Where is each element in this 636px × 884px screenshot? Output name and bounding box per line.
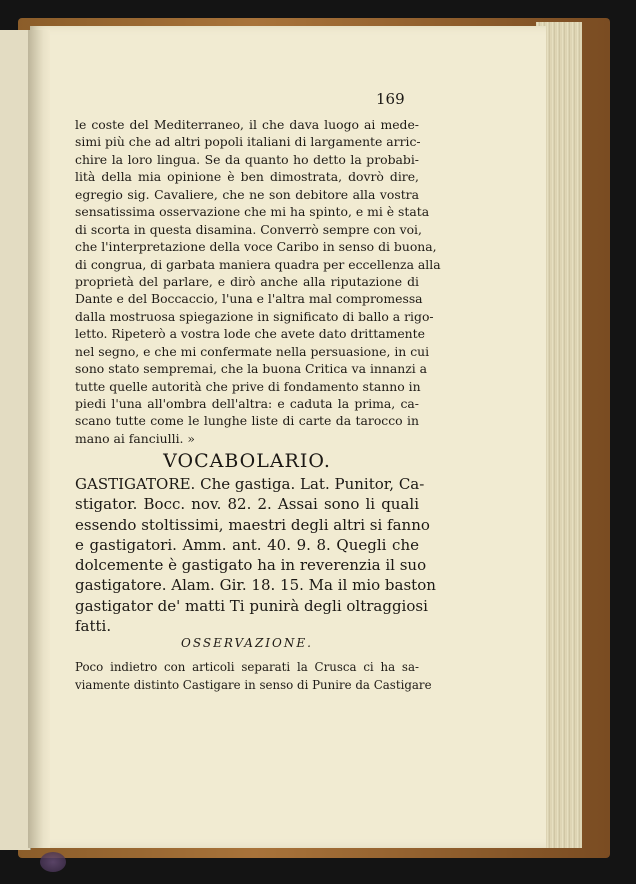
body-line: letto. Ripeterò a vostra lode che avete dato drittamente — [75, 326, 425, 342]
body-line: scano tutte come le lunghe liste di carte da tarocco in — [75, 413, 419, 429]
body-line: egregio sig. Cavaliere, che ne son debitore alla vostra — [75, 186, 419, 202]
observation-line: Poco indietro con articoli separati la Crusca ci ha sa- — [75, 660, 419, 674]
body-line: sensatissima osservazione che mi ha spinto, e mi è stata — [75, 204, 430, 220]
section-heading: VOCABOLARIO. — [163, 450, 331, 472]
body-line: proprietà del parlare, e dirò anche alla riputazione di — [75, 273, 419, 289]
body-line: mano ai fanciulli. » — [75, 430, 195, 446]
entry-line: gastigator de' matti Ti punirà degli oltraggiosi — [75, 596, 428, 615]
body-line: chire la loro lingua. Se da quanto ho detto la probabi- — [75, 151, 419, 167]
observation-text — [75, 659, 432, 694]
body-line: tutte quelle autorità che prive di fondamento stanno in — [75, 378, 421, 394]
body-line: nel segno, e che mi confermate nella persuasione, in cui — [75, 343, 430, 359]
body-line: le coste del Mediterraneo, il che dava luogo ai mede- — [75, 117, 419, 132]
body-line: di scorta in questa disamina. Converrò sempre con voi, — [75, 221, 422, 237]
dictionary-entry — [75, 474, 436, 636]
body-text — [75, 116, 441, 447]
entry-line: e gastigatori. Amm. ant. 40. 9. 8. Quegli che — [75, 535, 419, 554]
body-line: simi più che ad altri popoli italiani di largamente arric- — [75, 134, 421, 150]
body-line: piedi l'una all'ombra dell'altra: e caduta la prima, ca- — [75, 396, 419, 411]
observation-line: viamente distinto Castigare in senso di Punire da Castigare — [75, 677, 432, 692]
body-line: di congrua, di garbata maniera quadra per eccellenza alla — [75, 256, 441, 272]
body-line: lità della mia opinione è ben dimostrata, dovrò dire, — [75, 169, 419, 185]
entry-line: GASTIGATORE. Che gastiga. Lat. Punitor, Ca- — [75, 475, 425, 493]
entry-line: dolcemente è gastigato ha in reverenzia il suo — [75, 556, 427, 575]
left-page-edge — [0, 30, 31, 850]
page-number: 169 — [376, 90, 405, 108]
body-line: dalla mostruosa spiegazione in significato di ballo a rigo- — [75, 308, 434, 324]
entry-line: essendo stoltissimi, maestri degli altri si fanno — [75, 515, 430, 534]
book-gutter — [28, 30, 50, 848]
body-line: Dante e del Boccaccio, l'una e l'altra mal compromessa — [75, 291, 423, 307]
entry-line: fatti. — [75, 617, 112, 636]
body-line: sono stato sempremai, che la buona Critica va innanzi a — [75, 361, 428, 377]
entry-line: stigator. Bocc. nov. 82. 2. Assai sono li quali — [75, 495, 419, 514]
library-stamp — [40, 852, 66, 872]
entry-line: gastigatore. Alam. Gir. 18. 15. Ma il mio baston — [75, 576, 436, 595]
observation-title: OSSERVAZIONE. — [181, 636, 313, 650]
body-line: che l'interpretazione della voce Caribo in senso di buona, — [75, 239, 437, 255]
